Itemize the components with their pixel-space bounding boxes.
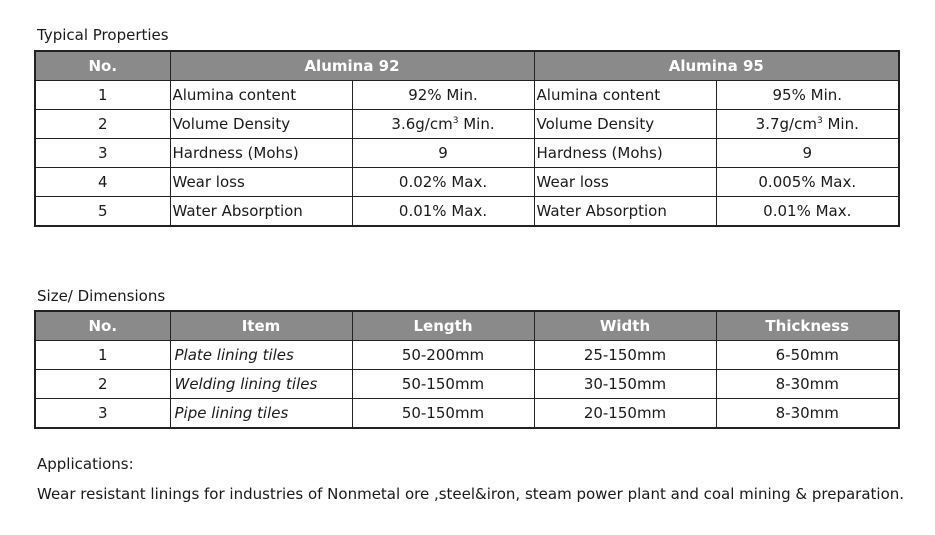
applications-text: Wear resistant linings for industries of Nonmetal ore ,steel&iron, steam power plant and coal mining & preparation. <box>37 485 905 503</box>
header-no: No. <box>35 51 170 81</box>
header-width: Width <box>534 311 716 341</box>
property-name: Hardness (Mohs) <box>534 139 716 168</box>
property-name: Water Absorption <box>534 197 716 227</box>
width-value: 30-150mm <box>534 370 716 399</box>
row-number: 4 <box>35 168 170 197</box>
property-name: Volume Density <box>534 110 716 139</box>
item-name: Welding lining tiles <box>170 370 352 399</box>
item-name: Plate lining tiles <box>170 341 352 370</box>
table-row <box>35 168 899 197</box>
typical-properties-title: Typical Properties <box>37 26 169 44</box>
table-row <box>35 139 899 168</box>
typical-properties-table <box>34 50 900 227</box>
value-text: Min. <box>458 115 495 133</box>
value-text: Min. <box>822 115 859 133</box>
value-superscript: 3 <box>452 116 459 126</box>
applications-title: Applications: <box>37 455 134 473</box>
value-text: 3.7g/cm <box>755 115 817 133</box>
row-number: 5 <box>35 197 170 227</box>
row-number: 2 <box>35 110 170 139</box>
row-number: 1 <box>35 341 170 370</box>
thickness-value: 8-30mm <box>716 370 899 399</box>
table-header-row <box>35 311 899 341</box>
table-row <box>35 110 899 139</box>
header-item: Item <box>170 311 352 341</box>
length-value: 50-150mm <box>352 399 534 429</box>
table-row <box>35 81 899 110</box>
property-value: 9 <box>352 139 534 168</box>
property-name: Water Absorption <box>170 197 352 227</box>
property-name: Alumina content <box>170 81 352 110</box>
value-superscript: 3 <box>816 116 823 126</box>
property-value: 0.01% Max. <box>352 197 534 227</box>
property-name: Wear loss <box>534 168 716 197</box>
header-length: Length <box>352 311 534 341</box>
property-value: 0.02% Max. <box>352 168 534 197</box>
value-text: 3.6g/cm <box>391 115 453 133</box>
property-value: 95% Min. <box>716 81 899 110</box>
header-alumina-95: Alumina 95 <box>534 51 899 81</box>
header-no: No. <box>35 311 170 341</box>
property-value <box>716 110 899 139</box>
item-name: Pipe lining tiles <box>170 399 352 429</box>
row-number: 1 <box>35 81 170 110</box>
table-row <box>35 197 899 227</box>
property-name: Hardness (Mohs) <box>170 139 352 168</box>
length-value: 50-150mm <box>352 370 534 399</box>
table-row <box>35 370 899 399</box>
row-number: 2 <box>35 370 170 399</box>
property-value <box>352 110 534 139</box>
property-value: 0.01% Max. <box>716 197 899 227</box>
property-value: 92% Min. <box>352 81 534 110</box>
size-dimensions-table <box>34 310 900 429</box>
header-alumina-92: Alumina 92 <box>170 51 534 81</box>
size-dimensions-title: Size/ Dimensions <box>37 287 166 305</box>
length-value: 50-200mm <box>352 341 534 370</box>
property-name: Volume Density <box>170 110 352 139</box>
width-value: 20-150mm <box>534 399 716 429</box>
property-name: Wear loss <box>170 168 352 197</box>
table-row <box>35 341 899 370</box>
header-thickness: Thickness <box>716 311 899 341</box>
thickness-value: 8-30mm <box>716 399 899 429</box>
width-value: 25-150mm <box>534 341 716 370</box>
property-value: 0.005% Max. <box>716 168 899 197</box>
property-value: 9 <box>716 139 899 168</box>
row-number: 3 <box>35 399 170 429</box>
table-row <box>35 399 899 429</box>
thickness-value: 6-50mm <box>716 341 899 370</box>
table-header-row <box>35 51 899 81</box>
row-number: 3 <box>35 139 170 168</box>
property-name: Alumina content <box>534 81 716 110</box>
